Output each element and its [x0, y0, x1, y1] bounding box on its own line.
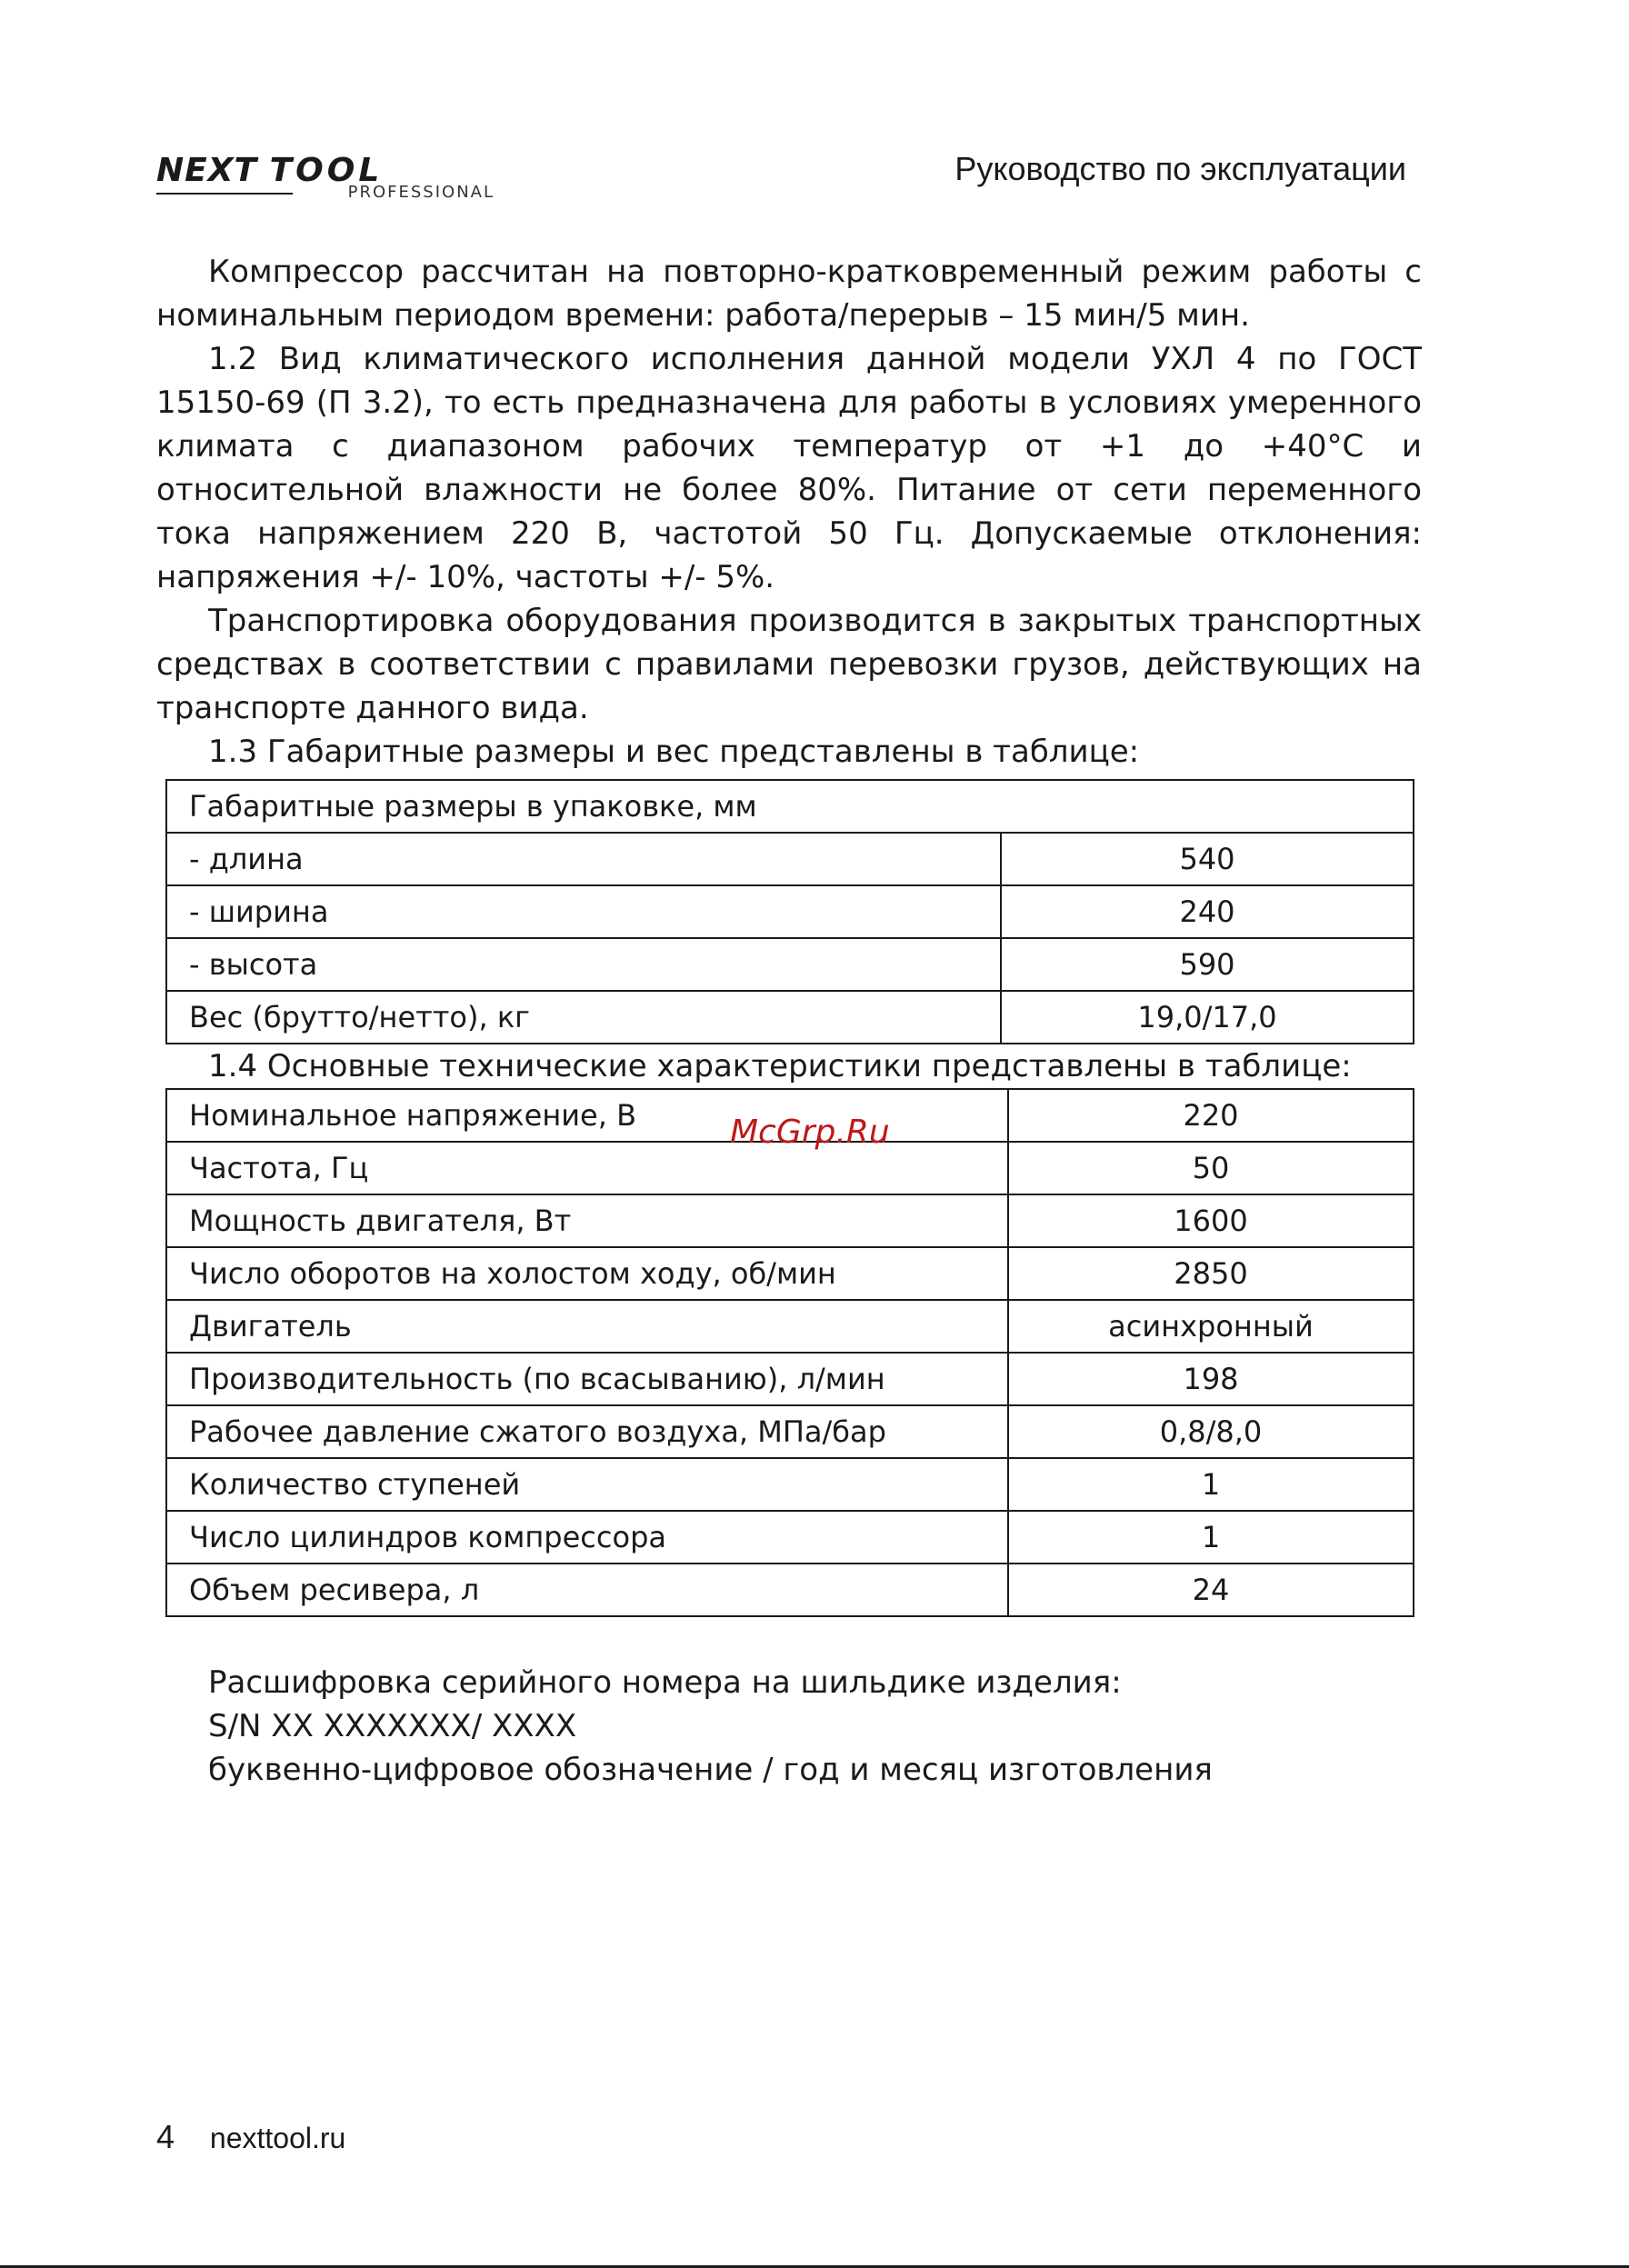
- table-label-cell: Мощность двигателя, Вт: [166, 1194, 1008, 1247]
- table-value-cell: 0,8/8,0: [1008, 1405, 1414, 1458]
- table-value-cell: асинхронный: [1008, 1300, 1414, 1353]
- paragraph-climate: 1.2 Вид климатического исполнения данной модели УХЛ 4 по ГОСТ 15150-69 (П 3.2), то есть предназначена для работы в условиях умеренного климата с диапазоном рабочих температур от +1 до +40°С и относительной влажности не более 80%. Питание от сети переменного тока напряжением 220 В, частотой 50 Гц. Допускаемые отклонения: напряжения +/- 10%, частоты +/- 5%.: [156, 341, 1422, 595]
- table-label-cell: Производительность (по всасыванию), л/мин: [166, 1353, 1008, 1405]
- brand-logo: [156, 153, 495, 207]
- table-label-cell: Частота, Гц: [166, 1142, 1008, 1194]
- table-label-cell: Число цилиндров компрессора: [166, 1511, 1008, 1564]
- table-row: [166, 1353, 1414, 1405]
- table-row: [166, 1300, 1414, 1353]
- table-value-cell: 240: [1001, 885, 1414, 938]
- table1-caption: 1.3 Габаритные размеры и вес представлены в таблице:: [208, 734, 1140, 770]
- page-footer: [156, 2118, 345, 2156]
- serial-title: Расшифровка серийного номера на шильдике изделия:: [208, 1664, 1122, 1701]
- page-number: 4: [156, 2118, 175, 2155]
- table-label-cell: Двигатель: [166, 1300, 1008, 1353]
- specs-table: [165, 1088, 1414, 1617]
- table-row: [166, 833, 1414, 885]
- table-label-cell: Вес (брутто/нетто), кг: [166, 991, 1001, 1044]
- serial-format: S/N XX XXXXXXX/ XXXX: [208, 1708, 577, 1744]
- serial-description: буквенно-цифровое обозначение / год и месяц изготовления: [208, 1752, 1213, 1788]
- table-value-cell: 24: [1008, 1564, 1414, 1616]
- table-label-cell: - длина: [166, 833, 1001, 885]
- table-value-cell: 19,0/17,0: [1001, 991, 1414, 1044]
- table-value-cell: 1600: [1008, 1194, 1414, 1247]
- serial-number-section: [156, 1661, 1422, 1792]
- table-row: [166, 991, 1414, 1044]
- table2-caption: 1.4 Основные технические характеристики представлены в таблице:: [208, 1048, 1352, 1084]
- footer-site-link[interactable]: nexttool.ru: [209, 2122, 346, 2154]
- page-content: [156, 250, 1422, 1792]
- table-row: [166, 1458, 1414, 1511]
- table-label-cell: Номинальное напряжение, В: [166, 1089, 1008, 1142]
- table-label-cell: Количество ступеней: [166, 1458, 1008, 1511]
- table-row: [166, 1564, 1414, 1616]
- watermark: McGrp.Ru: [730, 1114, 890, 1151]
- table-value-cell: 1: [1008, 1458, 1414, 1511]
- paragraph-operation-mode: Компрессор рассчитан на повторно-кратковременный режим работы с номинальным периодом времени: работа/перерыв – 15 мин/5 мин.: [156, 254, 1422, 334]
- paragraph-transport: Транспортировка оборудования производится в закрытых транспортных средствах в соответствии с правилами перевозки грузов, действующих на транспорте данного вида.: [156, 603, 1422, 726]
- table-label-cell: Число оборотов на холостом ходу, об/мин: [166, 1247, 1008, 1300]
- table-row: [166, 885, 1414, 938]
- logo-wordmark: NEXT TOOL: [156, 152, 384, 189]
- table-value-cell: 220: [1008, 1089, 1414, 1142]
- table-label-cell: - высота: [166, 938, 1001, 991]
- table-value-cell: 2850: [1008, 1247, 1414, 1300]
- table-value-cell: 50: [1008, 1142, 1414, 1194]
- page-header-title: Руководство по эксплуатации: [954, 150, 1406, 187]
- table-label-cell: - ширина: [166, 885, 1001, 938]
- dimensions-table: [165, 779, 1414, 1044]
- table-label-cell: Рабочее давление сжатого воздуха, МПа/бар: [166, 1405, 1008, 1458]
- table-header-cell: Габаритные размеры в упаковке, мм: [166, 780, 1414, 833]
- logo-subtitle: PROFESSIONAL: [347, 183, 495, 202]
- table-value-cell: 198: [1008, 1353, 1414, 1405]
- table-value-cell: 1: [1008, 1511, 1414, 1564]
- table-row: [166, 938, 1414, 991]
- table-row: [166, 1247, 1414, 1300]
- table-row: [166, 1194, 1414, 1247]
- table-label-cell: Объем ресивера, л: [166, 1564, 1008, 1616]
- table-value-cell: 540: [1001, 833, 1414, 885]
- logo-divider: [156, 193, 293, 195]
- table-row: [166, 1511, 1414, 1564]
- table-row: [166, 1405, 1414, 1458]
- table-row: [166, 780, 1414, 833]
- table-value-cell: 590: [1001, 938, 1414, 991]
